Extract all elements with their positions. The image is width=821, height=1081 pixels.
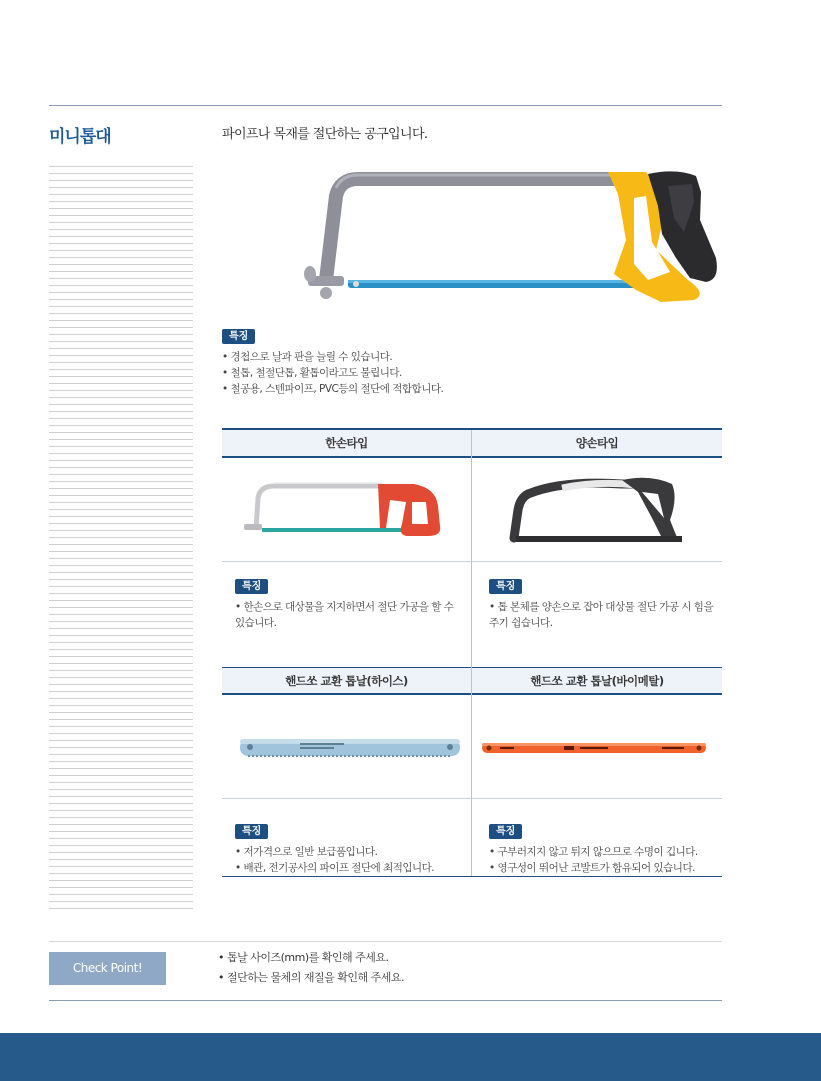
- page-title: 미니톱대: [49, 127, 111, 147]
- product-image-cell: [222, 458, 471, 562]
- check-point-button[interactable]: Check Point!: [49, 952, 166, 985]
- feature-list: [489, 844, 717, 876]
- feature-badge: 특징: [222, 329, 255, 344]
- product-image-cell: [222, 695, 471, 799]
- list-item: • 철공용, 스텐파이프, PVC등의 절단에 적합합니다.: [222, 381, 443, 397]
- product-image-cell: [472, 458, 722, 562]
- list-item: • 절단하는 물체의 재질을 확인해 주세요.: [218, 968, 404, 988]
- list-item: • 영구성이 뛰어난 코발트가 함유되어 있습니다.: [489, 860, 717, 876]
- product-features: [489, 574, 717, 631]
- two-hand-saw-image: [472, 458, 722, 562]
- product-title: 양손타입: [472, 430, 722, 458]
- product-image-cell: [472, 695, 722, 799]
- main-feature-list: [222, 349, 443, 397]
- one-hand-saw-image: [222, 458, 472, 562]
- feature-badge: 특징: [235, 824, 268, 839]
- list-item: • 저가격으로 일반 보급품입니다.: [235, 844, 463, 860]
- feature-badge: 특징: [489, 579, 522, 594]
- feature-list: [235, 844, 463, 876]
- footer-bar: [0, 1033, 821, 1081]
- product-features: [489, 819, 717, 876]
- product-comparison-table: [222, 428, 722, 877]
- bimetal-blade-image: [472, 695, 722, 799]
- product-features: [235, 574, 463, 631]
- hacksaw-image: [296, 162, 726, 307]
- check-point-divider-bottom: [49, 1000, 722, 1001]
- product-column-right: [472, 430, 722, 876]
- product-title: 한손타입: [222, 430, 471, 458]
- feature-list: [235, 599, 463, 631]
- list-item: • 구부러지지 않고 튀지 않으므로 수명이 깁니다.: [489, 844, 717, 860]
- intro-text: 파이프나 목재를 절단하는 공구입니다.: [222, 127, 428, 142]
- check-point-list: [218, 948, 404, 988]
- sidebar-ruled-lines: [49, 166, 193, 912]
- product-column-left: [222, 430, 472, 876]
- list-item: • 한손으로 대상물을 지지하면서 절단 가공을 할 수 있습니다.: [235, 599, 463, 631]
- product-title: 핸드쏘 교환 톱날(하이스): [222, 667, 471, 695]
- hss-blade-image: [222, 695, 472, 799]
- product-features: [235, 819, 463, 876]
- list-item: • 배관, 전기공사의 파이프 절단에 최적입니다.: [235, 860, 463, 876]
- top-divider: [49, 105, 722, 106]
- feature-badge: 특징: [489, 824, 522, 839]
- check-point-divider-top: [49, 941, 722, 942]
- list-item: • 톱 본체를 양손으로 잡아 대상물 절단 가공 시 힘을 주기 쉽습니다.: [489, 599, 717, 631]
- feature-list: [489, 599, 717, 631]
- list-item: • 톱날 사이즈(mm)를 확인해 주세요.: [218, 948, 404, 968]
- list-item: • 경첩으로 날과 판을 늘릴 수 있습니다.: [222, 349, 443, 365]
- product-title: 핸드쏘 교환 톱날(바이메탈): [472, 667, 722, 695]
- main-features: [222, 324, 443, 397]
- feature-badge: 특징: [235, 579, 268, 594]
- list-item: • 철톱, 철절단톱, 활톱이라고도 불립니다.: [222, 365, 443, 381]
